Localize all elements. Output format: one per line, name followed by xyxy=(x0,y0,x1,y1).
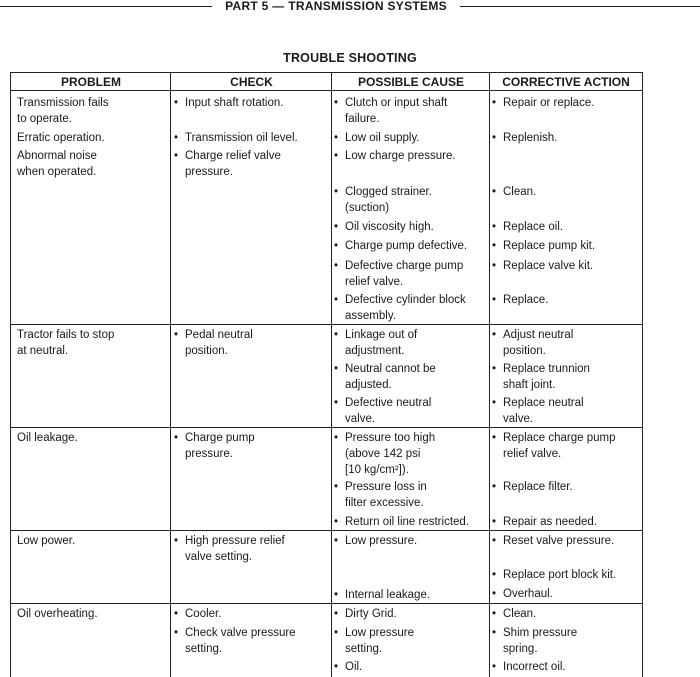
cause-entry: Low pressure xyxy=(345,627,415,639)
bullet-icon: • xyxy=(492,608,497,620)
action-entry: Incorrect oil. xyxy=(503,661,566,673)
bullet-icon: • xyxy=(334,535,339,547)
bullet-icon: • xyxy=(492,363,497,375)
bullet-icon: • xyxy=(492,186,497,198)
cause-entry: Low oil supply. xyxy=(345,132,420,144)
cause-entry: Oil viscosity high. xyxy=(345,221,434,233)
bullet-icon: • xyxy=(334,132,339,144)
bullet-icon: • xyxy=(492,661,497,673)
action-entry: Reset valve pressure. xyxy=(503,535,615,547)
bullet-icon: • xyxy=(492,260,497,272)
row-divider xyxy=(11,324,642,325)
bullet-icon: • xyxy=(174,97,179,109)
cause-entry: filter excessive. xyxy=(345,497,424,509)
cause-entry: Defective neutral xyxy=(345,397,432,409)
action-entry: Replenish. xyxy=(503,132,558,144)
action-entry: Replace filter. xyxy=(503,481,573,493)
action-entry: Replace. xyxy=(503,294,549,306)
bullet-icon: • xyxy=(174,608,179,620)
cause-entry: [10 kg/cm²]). xyxy=(345,464,409,476)
row-divider xyxy=(11,603,642,604)
row-divider xyxy=(11,530,642,531)
cause-entry: Low pressure. xyxy=(345,535,418,547)
part-title: PART 5 — TRANSMISSION SYSTEMS xyxy=(225,0,447,13)
check-entry: pressure. xyxy=(185,448,233,460)
action-entry: Repair as needed. xyxy=(503,516,597,528)
bullet-icon: • xyxy=(174,627,179,639)
action-entry: relief valve. xyxy=(503,448,562,460)
action-entry: Repair or replace. xyxy=(503,97,595,109)
cause-entry: Low charge pressure. xyxy=(345,150,456,162)
column-divider xyxy=(331,73,332,677)
cause-entry: Linkage out of xyxy=(345,329,418,341)
action-entry: Replace trunnion xyxy=(503,363,590,375)
bullet-icon: • xyxy=(334,221,339,233)
action-entry: Replace oil. xyxy=(503,221,564,233)
cause-entry: Dirty Grid. xyxy=(345,608,397,620)
bullet-icon: • xyxy=(334,589,339,601)
action-entry: valve. xyxy=(503,413,534,425)
bullet-icon: • xyxy=(492,240,497,252)
cause-entry: adjusted. xyxy=(345,379,392,391)
check-entry: Check valve pressure xyxy=(185,627,296,639)
bullet-icon: • xyxy=(334,661,339,673)
check-entry: Input shaft rotation. xyxy=(185,97,284,109)
action-entry: shaft joint. xyxy=(503,379,556,391)
bullet-icon: • xyxy=(492,221,497,233)
section-title: TROUBLE SHOOTING xyxy=(283,51,417,65)
check-entry: Cooler. xyxy=(185,608,222,620)
action-entry: Clean. xyxy=(503,186,537,198)
action-entry: Replace neutral xyxy=(503,397,584,409)
bullet-icon: • xyxy=(492,329,497,341)
cause-entry: (suction) xyxy=(345,202,390,214)
cause-entry: Pressure too high xyxy=(345,432,436,444)
header-rule-left xyxy=(0,6,212,7)
problem-entry: Oil overheating. xyxy=(17,608,98,620)
cause-entry: Defective charge pump xyxy=(345,260,464,272)
bullet-icon: • xyxy=(492,481,497,493)
bullet-icon: • xyxy=(492,588,497,600)
bullet-icon: • xyxy=(334,294,339,306)
bullet-icon: • xyxy=(174,329,179,341)
check-entry: valve setting. xyxy=(185,551,253,563)
cause-entry: relief valve. xyxy=(345,276,404,288)
troubleshooting-table xyxy=(10,72,643,677)
bullet-icon: • xyxy=(334,481,339,493)
cause-entry: adjustment. xyxy=(345,345,405,357)
column-header-check: CHECK xyxy=(171,73,332,91)
problem-entry: Tractor fails to stop xyxy=(17,329,115,341)
cause-entry: Pressure loss in xyxy=(345,481,427,493)
cause-entry: Clutch or input shaft xyxy=(345,97,448,109)
bullet-icon: • xyxy=(492,535,497,547)
problem-entry: Low power. xyxy=(17,535,76,547)
problem-entry: when operated. xyxy=(17,166,97,178)
bullet-icon: • xyxy=(174,535,179,547)
cause-entry: Charge pump defective. xyxy=(345,240,468,252)
cause-entry: (above 142 psi xyxy=(345,448,421,460)
action-entry: Overhaul. xyxy=(503,588,553,600)
row-divider xyxy=(11,427,642,428)
problem-entry: Transmission fails xyxy=(17,97,109,109)
check-entry: Charge pump xyxy=(185,432,255,444)
bullet-icon: • xyxy=(334,608,339,620)
cause-entry: Internal leakage. xyxy=(345,589,431,601)
check-entry: High pressure relief xyxy=(185,535,285,547)
bullet-icon: • xyxy=(492,627,497,639)
bullet-icon: • xyxy=(492,132,497,144)
bullet-icon: • xyxy=(492,432,497,444)
cause-entry: Oil. xyxy=(345,661,363,673)
problem-entry: Erratic operation. xyxy=(17,132,105,144)
bullet-icon: • xyxy=(492,294,497,306)
bullet-icon: • xyxy=(492,569,497,581)
bullet-icon: • xyxy=(334,627,339,639)
cause-entry: assembly. xyxy=(345,310,396,322)
bullet-icon: • xyxy=(492,97,497,109)
bullet-icon: • xyxy=(334,260,339,272)
action-entry: Replace port block kit. xyxy=(503,569,617,581)
check-entry: position. xyxy=(185,345,228,357)
column-divider xyxy=(489,73,490,677)
cause-entry: Neutral cannot be xyxy=(345,363,436,375)
action-entry: spring. xyxy=(503,643,538,655)
bullet-icon: • xyxy=(334,397,339,409)
column-header-possible-cause: POSSIBLE CAUSE xyxy=(332,73,490,91)
bullet-icon: • xyxy=(334,363,339,375)
bullet-icon: • xyxy=(492,516,497,528)
check-entry: Charge relief valve xyxy=(185,150,281,162)
column-header-problem: PROBLEM xyxy=(11,73,171,91)
action-entry: Adjust neutral xyxy=(503,329,574,341)
check-entry: Transmission oil level. xyxy=(185,132,298,144)
cause-entry: valve. xyxy=(345,413,376,425)
action-entry: Replace valve kit. xyxy=(503,260,594,272)
cause-entry: setting. xyxy=(345,643,383,655)
cause-entry: Clogged strainer. xyxy=(345,186,432,198)
header-rule-right xyxy=(460,6,700,7)
bullet-icon: • xyxy=(334,150,339,162)
column-divider xyxy=(170,73,171,677)
bullet-icon: • xyxy=(174,432,179,444)
action-entry: Clean. xyxy=(503,608,537,620)
bullet-icon: • xyxy=(334,329,339,341)
part-header xyxy=(0,0,700,14)
bullet-icon: • xyxy=(334,432,339,444)
check-entry: Pedal neutral xyxy=(185,329,253,341)
cause-entry: Return oil line restricted. xyxy=(345,516,469,528)
problem-entry: to operate. xyxy=(17,113,72,125)
bullet-icon: • xyxy=(334,516,339,528)
bullet-icon: • xyxy=(334,240,339,252)
column-header-corrective-action: CORRECTIVE ACTION xyxy=(490,73,642,91)
bullet-icon: • xyxy=(492,397,497,409)
problem-entry: Abnormal noise xyxy=(17,150,97,162)
action-entry: position. xyxy=(503,345,546,357)
bullet-icon: • xyxy=(334,97,339,109)
action-entry: Replace pump kit. xyxy=(503,240,596,252)
cause-entry: failure. xyxy=(345,113,380,125)
check-entry: pressure. xyxy=(185,166,233,178)
bullet-icon: • xyxy=(174,150,179,162)
action-entry: Shim pressure xyxy=(503,627,578,639)
problem-entry: Oil leakage. xyxy=(17,432,78,444)
cause-entry: Defective cylinder block xyxy=(345,294,466,306)
action-entry: Replace charge pump xyxy=(503,432,616,444)
bullet-icon: • xyxy=(334,186,339,198)
bullet-icon: • xyxy=(174,132,179,144)
problem-entry: at neutral. xyxy=(17,345,69,357)
check-entry: setting. xyxy=(185,643,223,655)
